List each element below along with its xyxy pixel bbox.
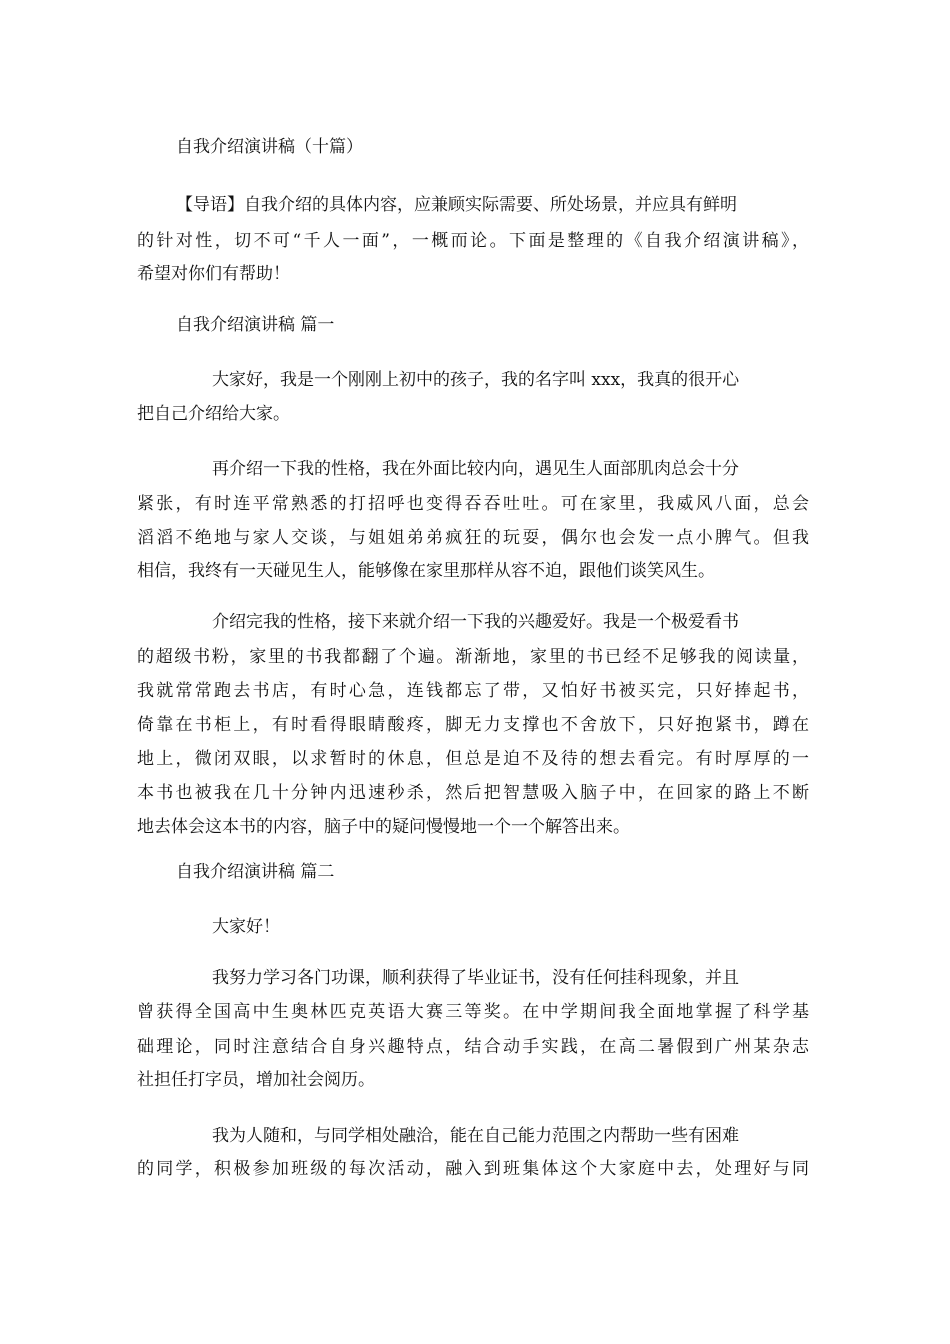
paragraph-line: 倚靠在书柜上，有时看得眼睛酸疼，脚无力支撑也不舍放下，只好抱紧书，蹲在 bbox=[137, 715, 809, 735]
paragraph-line: 社担任打字员，增加社会阅历。 bbox=[137, 1070, 375, 1090]
paragraph-line: 我努力学习各门功课，顺利获得了毕业证书，没有任何挂科现象，并且 bbox=[212, 968, 739, 988]
paragraph-line: 我就常常跑去书店，有时心急，连钱都忘了带，又怕好书被买完，只好捧起书， bbox=[137, 681, 809, 701]
intro-line: 【导语】自我介绍的具体内容，应兼顾实际需要、所处场景，并应具有鲜明 bbox=[176, 195, 737, 215]
section-heading: 自我介绍演讲稿 篇二 bbox=[176, 862, 335, 882]
paragraph-line: 大家好！ bbox=[212, 917, 280, 937]
paragraph-line: 把自己介绍给大家。 bbox=[137, 404, 290, 424]
paragraph-line: 的超级书粉，家里的书我都翻了个遍。渐渐地，家里的书已经不足够我的阅读量， bbox=[137, 647, 809, 667]
paragraph-line: 再介绍一下我的性格，我在外面比较内向，遇见生人面部肌肉总会十分 bbox=[212, 459, 739, 479]
document-title: 自我介绍演讲稿（十篇） bbox=[176, 137, 363, 157]
section-heading: 自我介绍演讲稿 篇一 bbox=[176, 315, 335, 335]
paragraph-line: 滔滔不绝地与家人交谈，与姐姐弟弟疯狂的玩耍，偶尔也会发一点小脾气。但我 bbox=[137, 528, 809, 548]
paragraph-line: 本书也被我在几十分钟内迅速秒杀，然后把智慧吸入脑子中，在回家的路上不断 bbox=[137, 783, 809, 803]
paragraph-line: 大家好，我是一个刚刚上初中的孩子，我的名字叫 xxx，我真的很开心 bbox=[212, 370, 740, 390]
paragraph-line: 础理论，同时注意结合自身兴趣特点，结合动手实践，在高二暑假到广州某杂志 bbox=[137, 1037, 809, 1057]
paragraph-line: 地去体会这本书的内容，脑子中的疑问慢慢地一个一个解答出来。 bbox=[137, 817, 630, 837]
paragraph-line: 地上，微闭双眼，以求暂时的休息，但总是迫不及待的想去看完。有时厚厚的一 bbox=[137, 749, 809, 769]
paragraph-line: 紧张，有时连平常熟悉的打招呼也变得吞吞吐吐。可在家里，我威风八面，总会 bbox=[137, 494, 809, 514]
paragraph-line: 的同学，积极参加班级的每次活动，融入到班集体这个大家庭中去，处理好与同 bbox=[137, 1159, 809, 1179]
paragraph-line: 曾获得全国高中生奥林匹克英语大赛三等奖。在中学期间我全面地掌握了科学基 bbox=[137, 1002, 809, 1022]
paragraph-line: 我为人随和，与同学相处融洽，能在自己能力范围之内帮助一些有困难 bbox=[212, 1126, 739, 1146]
paragraph-line: 相信，我终有一天碰见生人，能够像在家里那样从容不迫，跟他们谈笑风生。 bbox=[137, 561, 715, 581]
paragraph-line: 介绍完我的性格，接下来就介绍一下我的兴趣爱好。我是一个极爱看书 bbox=[212, 612, 739, 632]
intro-line: 的针对性，切不可“千人一面”，一概而论。下面是整理的《自我介绍演讲稿》， bbox=[137, 231, 809, 251]
intro-line: 希望对你们有帮助！ bbox=[137, 264, 290, 284]
